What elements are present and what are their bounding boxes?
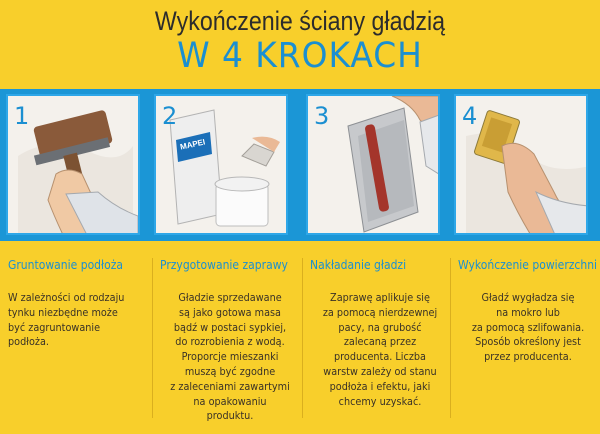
step-4-line: na mokro lub	[496, 305, 560, 319]
bag-label: MAPEI	[179, 137, 207, 152]
step-2-line: Gładzie sprzedawane	[178, 291, 282, 304]
step-3-illustration	[306, 94, 440, 235]
step-1-line: W zależności od rodzaju	[8, 291, 125, 304]
step-3-text	[310, 291, 450, 409]
step-3-line: zalecaną przez	[343, 335, 417, 349]
step-3-number: 3	[314, 102, 330, 130]
step-4-illustration	[454, 94, 588, 235]
step-4-number: 4	[462, 102, 478, 130]
step-2-line: muszą być zgodne	[184, 364, 276, 378]
step-2-line: są jako gotowa masa	[179, 305, 281, 319]
step-2-line: z zaleceniami zawartymi	[170, 379, 290, 393]
page-subtitle: W 4 KROKACH	[177, 36, 423, 76]
step-4-heading: Wykończenie powierzchni	[458, 258, 598, 272]
step-3-heading: Nakładanie gładzi	[310, 258, 407, 272]
column-divider	[302, 258, 303, 418]
step-1-number: 1	[14, 102, 30, 130]
step-4-line: Sposób określony jest	[475, 335, 581, 349]
step-3-line: pacy, na grubość	[338, 320, 422, 334]
step-2-illustration	[154, 94, 288, 235]
step-2-text	[160, 291, 300, 424]
step-2-line: na opakowaniu	[193, 394, 267, 408]
column-divider	[152, 258, 153, 418]
step-1-line: tynku niezbędne może	[8, 305, 118, 319]
step-4-line: za pomocą szlifowania.	[471, 320, 585, 334]
illustration-strip	[0, 89, 600, 241]
step-4-line: Gładź wygładza się	[481, 291, 575, 304]
step-1-line: być zagruntowanie	[8, 320, 101, 334]
step-3-line: podłoża i efektu, jaki	[329, 379, 431, 393]
step-2-column	[160, 258, 300, 424]
column-divider	[450, 258, 451, 418]
step-1-heading: Gruntowanie podłoża	[8, 258, 124, 272]
step-4-text	[458, 291, 598, 365]
step-3-line: producenta. Liczba	[334, 350, 426, 364]
step-2-line: Proporcje mieszanki	[181, 350, 279, 364]
step-3-line: Zaprawę aplikuje się	[330, 291, 430, 304]
step-2-line: do rozrobienia z wodą.	[175, 335, 285, 349]
step-2-line: produktu.	[206, 409, 254, 423]
step-2-line: bądź w postaci sypkiej,	[173, 320, 287, 334]
step-1-line: podłoża.	[8, 335, 49, 349]
step-3-line: chcemy uzyskać.	[338, 394, 422, 408]
step-2-number: 2	[162, 102, 178, 130]
page-title: Wykończenie ściany gładzią	[154, 6, 446, 36]
step-1-column	[8, 258, 148, 350]
step-4-column	[458, 258, 598, 365]
step-4-line: przez producenta.	[484, 350, 572, 364]
step-3-column	[310, 258, 450, 409]
step-2-heading: Przygotowanie zaprawy	[160, 258, 288, 272]
step-3-line: warstw zależy od stanu	[323, 364, 437, 378]
step-3-line: za pomocą nierdzewnej	[322, 305, 438, 319]
step-1-illustration	[6, 94, 140, 235]
step-1-text	[8, 291, 148, 350]
